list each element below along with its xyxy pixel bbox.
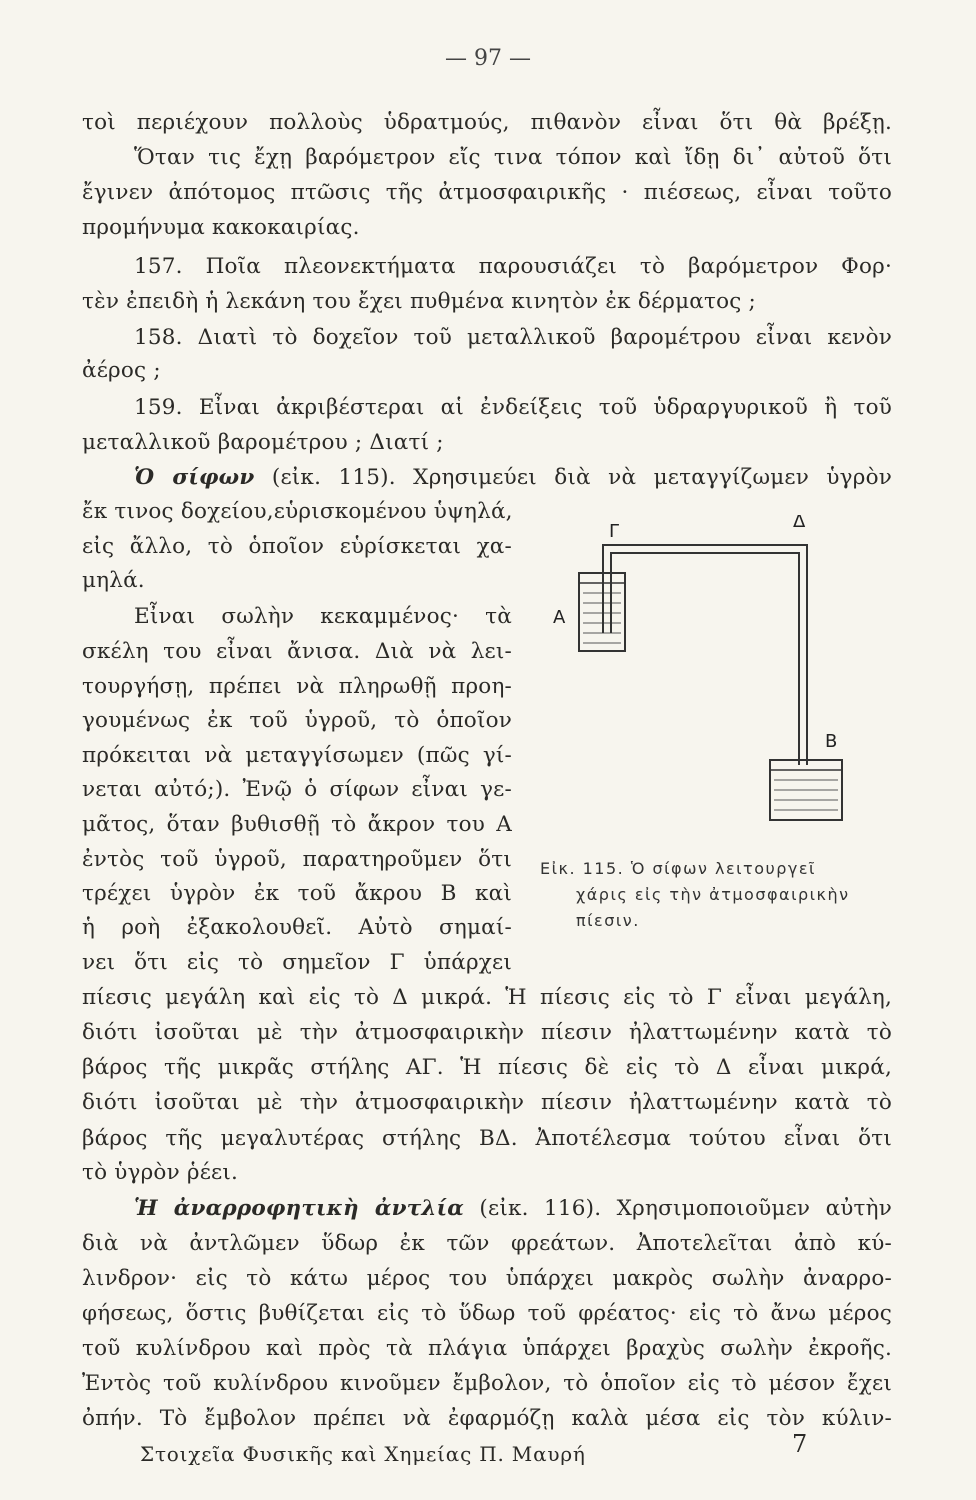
label-g: Γ — [609, 521, 620, 542]
figure-caption — [540, 856, 880, 934]
caption-line: Εἰκ. 115. Ὁ σίφων λειτουργεῖ — [540, 859, 816, 878]
footer-title: Στοιχεῖα Φυσικῆς καὶ Χημείας Π. Μαυρή — [140, 1442, 586, 1466]
text-line: τοὶ περιέχουν πολλοὺς ὑδρατμούς, πιθανὸν εἶναι ὅτι θὰ βρέξῃ. — [82, 110, 892, 135]
siphon-heading: Ὁ σίφων — [134, 465, 255, 490]
question-157: 157. Ποῖα πλεονεκτήματα παρουσιάζει τὸ βαρόμετρον Φορ· — [134, 254, 892, 279]
siphon-first-line — [82, 463, 892, 493]
text-line: ὀπήν. Τὸ ἔμβολον πρέπει νὰ ἐφαρμόζῃ καλὰ μέσα εἰς τὸν κύλιν- — [82, 1406, 892, 1431]
text-line: Ὅταν τις ἔχῃ βαρόμετρον εἴς τινα τόπον καὶ ἴδῃ δι᾿ αὐτοῦ ὅτι — [134, 145, 892, 170]
text-line: Ἐντὸς τοῦ κυλίνδρου κινοῦμεν ἔμβολον, τὸ ὁποῖον εἰς τὸ μέσον ἔχει — [82, 1371, 892, 1396]
text-line: εἰς ἄλλο, τὸ ὁποῖον εὑρίσκεται χα- — [82, 534, 512, 559]
text-line: διότι ἰσοῦται μὲ τὴν ἀτμοσφαιρικὴν πίεσιν ἠλαττωμένην κατὰ τὸ — [82, 1020, 892, 1045]
label-b: Β — [825, 731, 838, 752]
text-line: ἀέρος ; — [82, 358, 161, 383]
text-line: διότι ἰσοῦται μὲ τὴν ἀτμοσφαιρικὴν πίεσιν ἠλαττωμένην κατὰ τὸ — [82, 1090, 892, 1115]
text-line: Εἶναι σωλὴν κεκαμμένος· τὰ — [134, 604, 512, 629]
text-line: σκέλη του εἶναι ἄνισα. Διὰ νὰ λει- — [82, 639, 512, 664]
caption-line: χάρις εἰς τὴν ἀτμοσφαιρικὴν — [576, 885, 850, 904]
text-line: τουργήσῃ, πρέπει νὰ πληρωθῇ προη- — [82, 674, 512, 699]
text-line: διὰ νὰ ἀντλῶμεν ὕδωρ ἐκ τῶν φρεάτων. Ἀποτελεῖται ἀπὸ κύ- — [82, 1231, 892, 1256]
text-line: βάρος τῆς μικρᾶς στήλης ΑΓ. Ἡ πίεσις δὲ εἰς τὸ Δ εἶναι μικρά, — [82, 1055, 892, 1080]
pump-first-line — [82, 1194, 892, 1224]
text-line: βάρος τῆς μεγαλυτέρας στήλης ΒΔ. Ἀποτέλεσμα τούτου εἶναι ὅτι — [82, 1126, 892, 1151]
text-line: νει ὅτι εἰς τὸ σημεῖον Γ ὑπάρχει — [82, 950, 512, 975]
text-line: ἔκ τινος δοχείου,εὑρισκομένου ὑψηλά, — [82, 499, 513, 524]
text-line: μεταλλικοῦ βαρομέτρου ; Διατί ; — [82, 430, 444, 455]
signature-mark: 7 — [792, 1430, 808, 1458]
text-line: τὲν ἐπειδὴ ἡ λεκάνη του ἔχει πυθμένα κινητὸν ἐκ δέρματος ; — [82, 289, 756, 314]
pump-heading: Ἡ ἀναρροφητικὴ ἀντλία — [134, 1196, 464, 1221]
pump-first-line-rest: (εἰκ. 116). Χρησιμοποιοῦμεν αὐτὴν — [479, 1196, 893, 1221]
siphon-diagram — [545, 515, 885, 855]
text-line: λινδρον· εἰς τὸ κάτω μέρος του ὑπάρχει μακρὸς σωλὴν ἀναρρο- — [82, 1266, 892, 1291]
question-159: 159. Εἶναι ἀκριβέστεραι αἱ ἐνδείξεις τοῦ ὑδραργυρικοῦ ἢ τοῦ — [134, 395, 892, 420]
label-a: Α — [553, 607, 566, 628]
page-number: — 97 — — [445, 46, 531, 71]
caption-line: πίεσιν. — [576, 911, 640, 930]
text-line: τρέχει ὑγρὸν ἐκ τοῦ ἄκρου Β καὶ — [82, 881, 512, 906]
text-line: ἡ ροὴ ἐξακολουθεῖ. Αὐτὸ σημαί- — [82, 915, 512, 940]
siphon-figure — [545, 515, 885, 855]
text-line: ἐντὸς τοῦ ὑγροῦ, παρατηροῦμεν ὅτι — [82, 847, 512, 872]
question-158: 158. Διατὶ τὸ δοχεῖον τοῦ μεταλλικοῦ βαρομέτρου εἶναι κενὸν — [134, 325, 892, 350]
text-line: προμήνυμα κακοκαιρίας. — [82, 215, 360, 240]
text-line: γουμένως ἐκ τοῦ ὑγροῦ, τὸ ὁποῖον — [82, 708, 512, 733]
label-d: Δ — [793, 515, 806, 532]
text-line: τοῦ κυλίνδρου καὶ πρὸς τὰ πλάγια ὑπάρχει βραχὺς σωλὴν ἐκροῆς. — [82, 1336, 892, 1361]
text-line: νεται αὐτό;). Ἐνῷ ὁ σίφων εἶναι γε- — [82, 777, 512, 802]
text-line: πρόκειται νὰ μεταγγίσωμεν (πῶς γί- — [82, 743, 512, 768]
text-line: φήσεως, ὅστις βυθίζεται εἰς τὸ ὕδωρ τοῦ φρέατος· εἰς τὸ ἄνω μέρος — [82, 1301, 892, 1326]
siphon-first-line-rest: (εἰκ. 115). Χρησιμεύει διὰ νὰ μεταγγίζωμεν ὑγρὸν — [271, 465, 892, 490]
text-line: τὸ ὑγρὸν ῥέει. — [82, 1160, 239, 1185]
text-line: μηλά. — [82, 568, 145, 593]
text-line: ἔγινεν ἀπότομος πτῶσις τῆς ἀτμοσφαιρικῆς · πιέσεως, εἶναι τοῦτο — [82, 180, 892, 205]
text-line: μᾶτος, ὅταν βυθισθῇ τὸ ἄκρον του Α — [82, 812, 512, 837]
text-line: πίεσις μεγάλη καὶ εἰς τὸ Δ μικρά. Ἡ πίεσις εἰς τὸ Γ εἶναι μεγάλη, — [82, 985, 892, 1010]
